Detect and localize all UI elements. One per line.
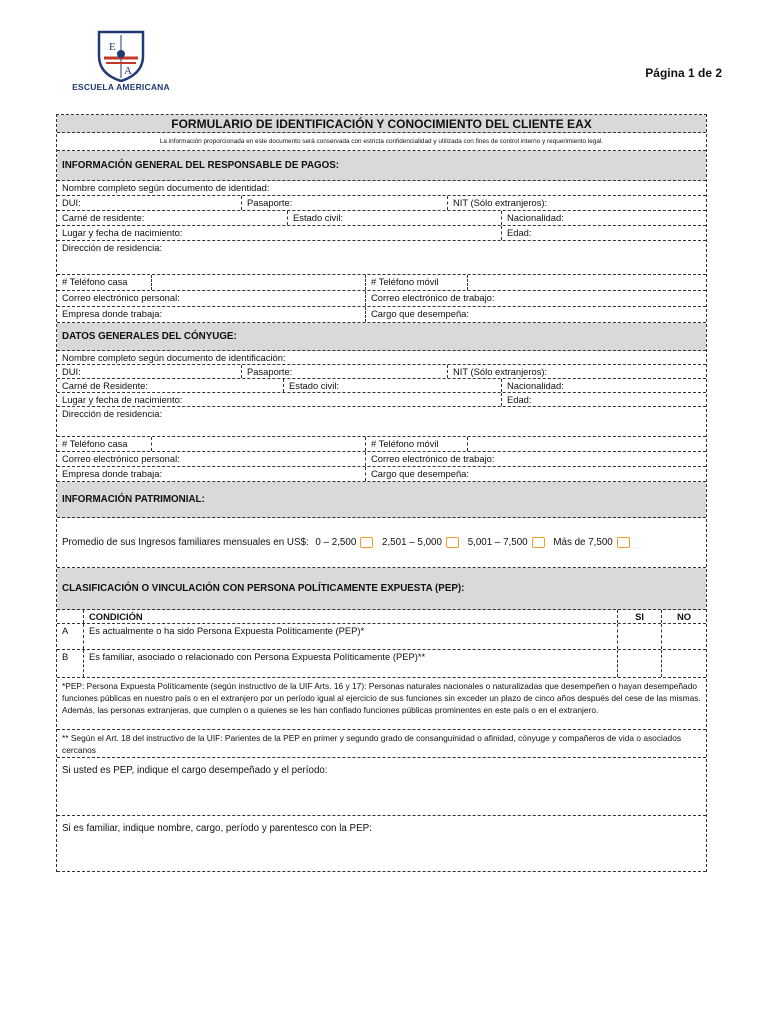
label-tel-casa: # Teléfono casa [62, 276, 128, 287]
pep-question-familiar-label: Si es familiar, indique nombre, cargo, período y parentesco con la PEP: [62, 823, 372, 834]
row-telefonos [57, 275, 706, 291]
field-estado-civil[interactable]: Estado civil: [287, 211, 501, 225]
row-documentos [57, 196, 706, 211]
row-conyuge-documentos [57, 365, 706, 379]
shield-icon [66, 30, 176, 82]
pep-row-b-si[interactable] [617, 650, 661, 677]
field-edad[interactable]: Edad: [501, 226, 706, 240]
label-conyuge-nombre: Nombre completo según documento de identificación: [62, 352, 286, 363]
field-correo-trabajo[interactable]: Correo electrónico de trabajo: [365, 291, 706, 306]
pep-row-a-text: Es actualmente o ha sido Persona Expuesta Políticamente (PEP)* [83, 624, 617, 649]
page-number: Página 1 de 2 [645, 66, 722, 80]
pep-question-cargo-label: Si usted es PEP, indique el cargo desempeñado y el período: [62, 765, 328, 776]
label-conyuge-tel-movil: # Teléfono móvil [365, 437, 467, 451]
pep-col-no: NO [661, 610, 706, 623]
pep-row-a-no[interactable] [661, 624, 706, 649]
income-range-3: 5,001 – 7,500 [467, 537, 528, 548]
field-conyuge-direccion[interactable] [57, 407, 706, 437]
field-conyuge-lugar-fecha[interactable]: Lugar y fecha de nacimiento: [62, 394, 183, 405]
income-checkbox-3[interactable] [532, 537, 545, 548]
row-residencia [57, 211, 706, 226]
income-checkbox-2[interactable] [446, 537, 459, 548]
pep-table-header [57, 610, 706, 624]
income-checkbox-1[interactable] [360, 537, 373, 548]
income-label: Promedio de sus Ingresos familiares mensuales en US$: [62, 537, 309, 548]
confidentiality-note: La información proporcionada en este documento será conservada con estricta confidencialidad y utilizada con fines de control interno y requerimiento legal. [57, 133, 706, 151]
field-nombre[interactable] [57, 181, 706, 196]
section-conyuge: DATOS GENERALES DEL CÓNYUGE: [57, 323, 706, 351]
pep-row-b-no[interactable] [661, 650, 706, 677]
section-pep: CLASIFICACIÓN O VINCULACIÓN CON PERSONA POLÍTICAMENTE EXPUESTA (PEP): [57, 568, 706, 610]
field-conyuge-carne[interactable]: Carné de Residente: [62, 380, 148, 391]
field-conyuge-nacionalidad[interactable]: Nacionalidad: [501, 379, 706, 392]
row-conyuge-correos [57, 452, 706, 467]
income-range-4: Más de 7,500 [553, 537, 613, 548]
row-empresa [57, 307, 706, 323]
pep-row-a-letter: A [62, 625, 69, 636]
field-tel-movil[interactable] [467, 275, 706, 290]
field-dui[interactable]: DUI: [62, 197, 81, 208]
field-cargo[interactable]: Cargo que desempeña: [365, 307, 706, 322]
pep-footnote-2: ** Según el Art. 18 del instructivo de la UIF: Parientes de la PEP en primer y segundo grado de consanguinidad o afinidad, cónyuge y compañeros de vida o asociados cercanos [57, 730, 706, 758]
field-conyuge-tel-casa[interactable] [151, 437, 365, 451]
section-responsable: INFORMACIÓN GENERAL DEL RESPONSABLE DE PAGOS: [57, 151, 706, 181]
pep-question-cargo[interactable] [57, 758, 706, 816]
form-title: FORMULARIO DE IDENTIFICACIÓN Y CONOCIMIENTO DEL CLIENTE EAX [57, 115, 706, 133]
label-conyuge-tel-casa: # Teléfono casa [62, 438, 128, 449]
field-tel-casa[interactable] [151, 275, 365, 290]
label-tel-movil: # Teléfono móvil [365, 275, 467, 290]
field-carne[interactable]: Carné de residente: [62, 212, 145, 223]
label-direccion: Dirección de residencia: [62, 242, 163, 253]
row-conyuge-residencia [57, 379, 706, 393]
pep-row-b-text: Es familiar, asociado o relacionado con Persona Expuesta Políticamente (PEP)** [83, 650, 617, 677]
field-conyuge-dui[interactable]: DUI: [62, 366, 81, 377]
row-conyuge-nacimiento [57, 393, 706, 407]
field-nacionalidad[interactable]: Nacionalidad: [501, 211, 706, 225]
pep-col-condicion: CONDICIÓN [83, 610, 617, 623]
pep-row-a-si[interactable] [617, 624, 661, 649]
logo-letter-e: E [109, 41, 116, 53]
label-nombre: Nombre completo según documento de identidad: [62, 182, 270, 193]
pep-col-letter [57, 610, 83, 623]
row-conyuge-telefonos [57, 437, 706, 452]
field-conyuge-empresa[interactable]: Empresa donde trabaja: [62, 468, 163, 479]
row-correos [57, 291, 706, 307]
field-nit[interactable]: NIT (Sólo extranjeros): [447, 196, 706, 210]
pep-row-b [57, 650, 706, 678]
field-conyuge-correo-trabajo[interactable]: Correo electrónico de trabajo: [365, 452, 706, 466]
field-pasaporte[interactable]: Pasaporte: [241, 196, 447, 210]
pep-col-si: SI [617, 610, 661, 623]
field-conyuge-cargo[interactable]: Cargo que desempeña: [365, 467, 706, 481]
field-lugar-fecha[interactable]: Lugar y fecha de nacimiento: [62, 227, 183, 238]
field-conyuge-nit[interactable]: NIT (Sólo extranjeros): [447, 365, 706, 378]
income-row [57, 518, 706, 568]
field-conyuge-edad[interactable]: Edad: [501, 393, 706, 406]
pep-question-familiar[interactable] [57, 816, 706, 872]
income-checkbox-4[interactable] [617, 537, 630, 548]
section-patrimonial: INFORMACIÓN PATRIMONIAL: [57, 482, 706, 518]
pep-footnote-1: *PEP: Persona Expuesta Políticamente (según instructivo de la UIF Arts. 16 y 17): Personas naturales nacionales o naturalizadas que desempeñen o hayan desempeñado funciones públicas en nuestro país o en el extranjero por un período igual al ejercicio de sus funciones sin exceder un plazo de cinco años después del cese de las mismas. Además, las personas extranjeras, que cumplen o a quienes se les han confiado funciones públicas prominentes en este país o en el extranjero. [57, 678, 706, 730]
field-conyuge-nombre[interactable] [57, 351, 706, 365]
field-conyuge-correo-personal[interactable]: Correo electrónico personal: [62, 453, 180, 464]
pep-row-b-letter: B [62, 651, 69, 662]
field-correo-personal[interactable]: Correo electrónico personal: [62, 292, 180, 303]
field-conyuge-pasaporte[interactable]: Pasaporte: [241, 365, 447, 378]
field-direccion[interactable] [57, 241, 706, 275]
label-conyuge-direccion: Dirección de residencia: [62, 408, 163, 419]
pep-row-a [57, 624, 706, 650]
logo-letter-a: A [124, 65, 132, 77]
row-nacimiento [57, 226, 706, 241]
field-conyuge-tel-movil[interactable] [467, 437, 706, 451]
income-range-2: 2,501 – 5,000 [382, 537, 442, 548]
income-range-1: 0 – 2,500 [315, 537, 357, 548]
client-form [56, 114, 707, 872]
field-conyuge-estado-civil[interactable]: Estado civil: [283, 379, 501, 392]
school-name: ESCUELA AMERICANA [72, 82, 170, 92]
field-empresa[interactable]: Empresa donde trabaja: [62, 308, 163, 319]
school-logo [66, 30, 176, 94]
row-conyuge-empresa [57, 467, 706, 482]
